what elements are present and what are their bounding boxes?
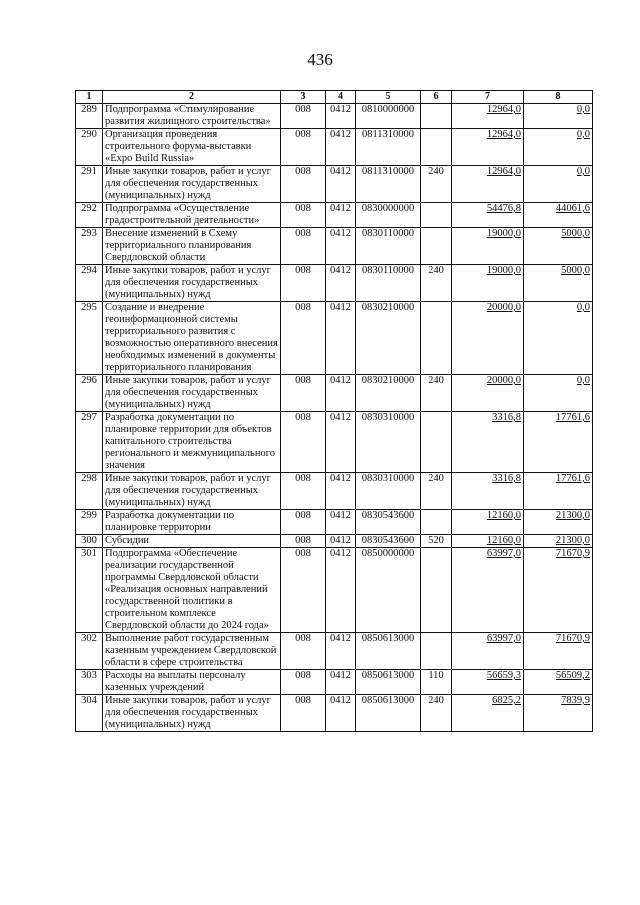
table-row [76,412,593,473]
amount-value: 3316,8 [492,412,521,423]
amount-cell-year1 [452,375,524,412]
amount-cell-year1 [452,695,524,732]
expense-type-cell [421,129,452,166]
table-row [76,302,593,375]
expense-type-cell [421,228,452,265]
amount-cell-year1 [452,104,524,129]
amount-cell-year2 [524,633,593,670]
code-cell: 008 [281,633,326,670]
expense-type-cell [421,203,452,228]
table-row [76,228,593,265]
amount-value: 0,0 [576,302,590,313]
row-number-cell: 297 [76,412,103,473]
header-cell: 8 [524,91,593,104]
page-number: 436 [307,50,333,69]
expense-type-cell: 110 [421,670,452,695]
item-name-cell: Иные закупки товаров, работ и услуг для обеспечения государственных (муниципальных) нужд [103,695,281,732]
row-number-cell: 292 [76,203,103,228]
amount-cell-year2 [524,302,593,375]
item-name-cell: Разработка документации по планировке территории [103,510,281,535]
amount-value: 6825,2 [492,695,521,706]
item-name-cell: Разработка документации по планировке территории для объектов капитального строительства регионального и межмуниципального значения [103,412,281,473]
code-cell: 008 [281,166,326,203]
table-row [76,510,593,535]
target-code-cell: 0830110000 [356,228,421,265]
code-cell: 008 [281,129,326,166]
expense-type-cell [421,510,452,535]
table-row [76,548,593,633]
section-code-cell: 0412 [326,670,356,695]
code-cell: 008 [281,302,326,375]
code-cell: 008 [281,473,326,510]
section-code-cell: 0412 [326,129,356,166]
table-row [76,265,593,302]
amount-cell-year1 [452,510,524,535]
amount-cell-year1 [452,302,524,375]
row-number-cell: 298 [76,473,103,510]
row-number-cell: 302 [76,633,103,670]
amount-value: 17761,6 [555,412,590,423]
target-code-cell: 0830210000 [356,375,421,412]
target-code-cell: 0850613000 [356,633,421,670]
section-code-cell: 0412 [326,633,356,670]
amount-value: 0,0 [576,129,590,140]
amount-value: 21300,0 [555,510,590,521]
item-name-cell: Выполнение работ государственным казенным учреждением Свердловской области в сфере строительства [103,633,281,670]
expense-type-cell [421,412,452,473]
table-row [76,375,593,412]
amount-cell-year2 [524,412,593,473]
table-row [76,166,593,203]
section-code-cell: 0412 [326,265,356,302]
expense-type-cell: 240 [421,166,452,203]
header-cell: 7 [452,91,524,104]
section-code-cell: 0412 [326,302,356,375]
amount-cell-year1 [452,412,524,473]
amount-cell-year1 [452,129,524,166]
item-name-cell: Подпрограмма «Обеспечение реализации государственной программы Свердловской области «Реализация основных направлений государственной политики в строительном комплексе Свердловской области до 2024 года» [103,548,281,633]
item-name-cell: Иные закупки товаров, работ и услуг для обеспечения государственных (муниципальных) нужд [103,166,281,203]
code-cell: 008 [281,104,326,129]
amount-cell-year1 [452,535,524,548]
amount-value: 3316,8 [492,473,521,484]
amount-cell-year2 [524,203,593,228]
amount-cell-year1 [452,166,524,203]
amount-value: 5000,0 [561,265,590,276]
expense-type-cell: 240 [421,265,452,302]
table-row [76,535,593,548]
section-code-cell: 0412 [326,412,356,473]
row-number-cell: 291 [76,166,103,203]
amount-value: 12964,0 [486,104,521,115]
amount-cell-year1 [452,633,524,670]
item-name-cell: Субсидии [103,535,281,548]
amount-value: 0,0 [576,166,590,177]
amount-cell-year2 [524,535,593,548]
expense-type-cell: 240 [421,473,452,510]
target-code-cell: 0830543600 [356,535,421,548]
item-name-cell: Иные закупки товаров, работ и услуг для обеспечения государственных (муниципальных) нужд [103,265,281,302]
section-code-cell: 0412 [326,203,356,228]
table-header [76,91,593,104]
amount-value: 12964,0 [486,129,521,140]
target-code-cell: 0830310000 [356,412,421,473]
table-body [76,104,593,732]
amount-cell-year1 [452,228,524,265]
amount-value: 12964,0 [486,166,521,177]
item-name-cell: Иные закупки товаров, работ и услуг для обеспечения государственных (муниципальных) нужд [103,473,281,510]
code-cell: 008 [281,510,326,535]
section-code-cell: 0412 [326,548,356,633]
target-code-cell: 0850613000 [356,670,421,695]
item-name-cell: Подпрограмма «Осуществление градостроительной деятельности» [103,203,281,228]
section-code-cell: 0412 [326,510,356,535]
item-name-cell: Создание и внедрение геоинформационной системы территориального развития с возможностью оперативного внесения необходимых изменений в документы территориального планирования [103,302,281,375]
header-cell: 3 [281,91,326,104]
amount-cell-year1 [452,265,524,302]
item-name-cell: Внесение изменений в Схему территориального планирования Свердловской области [103,228,281,265]
amount-cell-year2 [524,265,593,302]
target-code-cell: 0811310000 [356,166,421,203]
code-cell: 008 [281,695,326,732]
row-number-cell: 304 [76,695,103,732]
amount-value: 56509,2 [555,670,590,681]
amount-value: 71670,9 [555,548,590,559]
section-code-cell: 0412 [326,695,356,732]
item-name-cell: Расходы на выплаты персоналу казенных учреждений [103,670,281,695]
code-cell: 008 [281,548,326,633]
section-code-cell: 0412 [326,535,356,548]
expense-type-cell [421,302,452,375]
amount-cell-year2 [524,510,593,535]
amount-cell-year1 [452,473,524,510]
code-cell: 008 [281,375,326,412]
header-cell: 1 [76,91,103,104]
amount-value: 54476,8 [486,203,521,214]
target-code-cell: 0811310000 [356,129,421,166]
target-code-cell: 0850000000 [356,548,421,633]
amount-value: 21300,0 [555,535,590,546]
header-row [76,91,593,104]
amount-cell-year1 [452,548,524,633]
code-cell: 008 [281,412,326,473]
amount-value: 17761,6 [555,473,590,484]
amount-value: 63997,0 [486,548,521,559]
code-cell: 008 [281,670,326,695]
section-code-cell: 0412 [326,104,356,129]
row-number-cell: 301 [76,548,103,633]
section-code-cell: 0412 [326,228,356,265]
amount-value: 12160,0 [486,535,521,546]
target-code-cell: 0850613000 [356,695,421,732]
section-code-cell: 0412 [326,166,356,203]
item-name-cell: Иные закупки товаров, работ и услуг для обеспечения государственных (муниципальных) нужд [103,375,281,412]
amount-cell-year2 [524,548,593,633]
expense-type-cell: 240 [421,695,452,732]
expense-type-cell [421,548,452,633]
code-cell: 008 [281,265,326,302]
row-number-cell: 303 [76,670,103,695]
amount-value: 0,0 [576,104,590,115]
target-code-cell: 0830210000 [356,302,421,375]
section-code-cell: 0412 [326,473,356,510]
amount-cell-year1 [452,203,524,228]
target-code-cell: 0810000000 [356,104,421,129]
amount-cell-year2 [524,375,593,412]
budget-table [75,90,593,732]
code-cell: 008 [281,535,326,548]
row-number-cell: 294 [76,265,103,302]
row-number-cell: 293 [76,228,103,265]
table-row [76,670,593,695]
header-cell: 4 [326,91,356,104]
amount-value: 5000,0 [561,228,590,239]
amount-cell-year2 [524,166,593,203]
table-row [76,695,593,732]
amount-cell-year2 [524,104,593,129]
amount-cell-year2 [524,129,593,166]
row-number-cell: 290 [76,129,103,166]
row-number-cell: 295 [76,302,103,375]
amount-value: 7839,9 [561,695,590,706]
amount-value: 71670,9 [555,633,590,644]
amount-value: 12160,0 [486,510,521,521]
code-cell: 008 [281,203,326,228]
target-code-cell: 0830310000 [356,473,421,510]
table-row [76,104,593,129]
amount-cell-year2 [524,695,593,732]
header-cell: 5 [356,91,421,104]
amount-value: 20000,0 [486,375,521,386]
target-code-cell: 0830000000 [356,203,421,228]
table-row [76,203,593,228]
amount-cell-year1 [452,670,524,695]
expense-type-cell [421,633,452,670]
section-code-cell: 0412 [326,375,356,412]
row-number-cell: 289 [76,104,103,129]
amount-value: 44061,6 [555,203,590,214]
row-number-cell: 296 [76,375,103,412]
amount-value: 63997,0 [486,633,521,644]
amount-cell-year2 [524,473,593,510]
target-code-cell: 0830543600 [356,510,421,535]
expense-type-cell [421,104,452,129]
expense-type-cell: 240 [421,375,452,412]
item-name-cell: Организация проведения строительного форума-выставки «Expo Build Russia» [103,129,281,166]
row-number-cell: 300 [76,535,103,548]
expense-type-cell: 520 [421,535,452,548]
amount-value: 19000,0 [486,265,521,276]
row-number-cell: 299 [76,510,103,535]
header-cell: 6 [421,91,452,104]
table-row [76,473,593,510]
amount-value: 56659,3 [486,670,521,681]
table-row [76,129,593,166]
target-code-cell: 0830110000 [356,265,421,302]
amount-value: 19000,0 [486,228,521,239]
amount-value: 20000,0 [486,302,521,313]
amount-cell-year2 [524,228,593,265]
amount-cell-year2 [524,670,593,695]
amount-value: 0,0 [576,375,590,386]
header-cell: 2 [103,91,281,104]
code-cell: 008 [281,228,326,265]
item-name-cell: Подпрограмма «Стимулирование развития жилищного строительства» [103,104,281,129]
table-row [76,633,593,670]
